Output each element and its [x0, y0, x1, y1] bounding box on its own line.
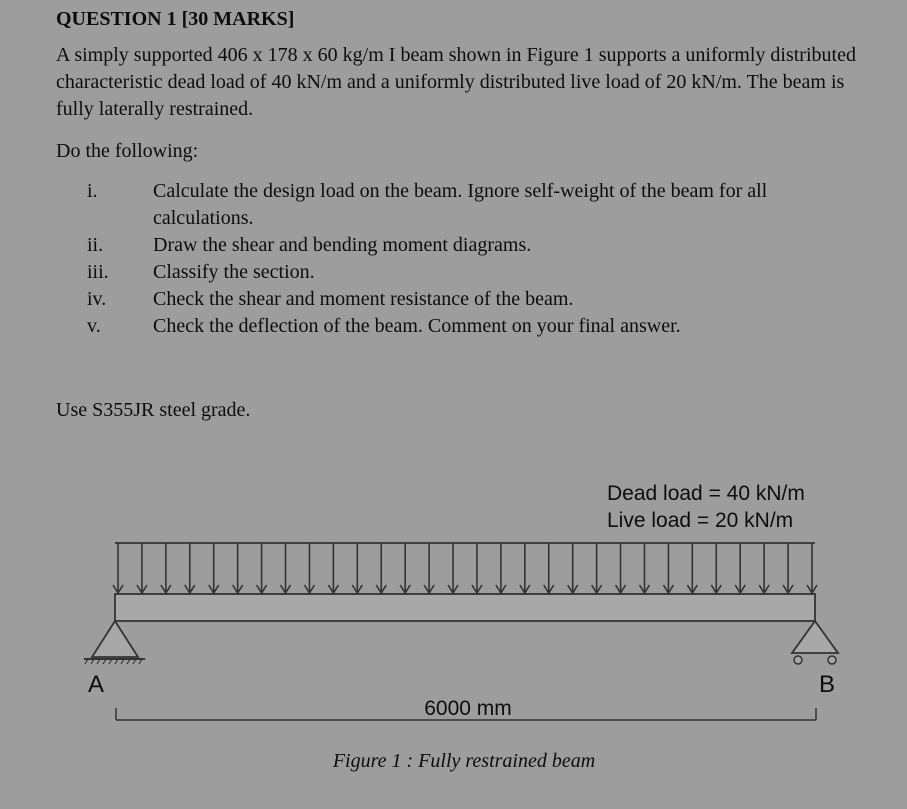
- load-arrow: [400, 543, 410, 593]
- load-arrow: [783, 543, 793, 593]
- beam: [115, 594, 815, 621]
- span-label: 6000 mm: [424, 697, 512, 720]
- task-item: [0, 232, 907, 259]
- task-text: Draw the shear and bending moment diagrams.: [153, 234, 532, 256]
- dead-load-label: Dead load = 40 kN/m: [607, 482, 805, 505]
- live-load-label: Live load = 20 kN/m: [607, 509, 794, 532]
- load-arrow: [328, 543, 338, 593]
- task-number: iv.: [87, 288, 107, 310]
- question-heading: QUESTION 1 [30 MARKS]: [56, 8, 295, 30]
- load-arrow: [711, 543, 721, 593]
- load-arrow: [687, 543, 697, 593]
- load-arrow: [233, 543, 243, 593]
- pin-support-a: [84, 621, 145, 664]
- task-number: ii.: [87, 234, 104, 256]
- support-b-label: B: [819, 671, 836, 698]
- load-arrow: [544, 543, 554, 593]
- load-arrow: [113, 543, 123, 593]
- load-arrow: [520, 543, 530, 593]
- task-text: Calculate the design load on the beam. Ignore self-weight of the beam for all calculations.: [153, 180, 768, 229]
- load-arrow: [185, 543, 195, 593]
- load-arrow: [616, 543, 626, 593]
- load-arrow: [304, 543, 314, 593]
- task-lead: Do the following:: [56, 140, 199, 162]
- figure-caption: Figure 1 : Fully restrained beam: [332, 750, 596, 772]
- load-arrow: [735, 543, 745, 593]
- load-arrow: [496, 543, 506, 593]
- load-arrow: [472, 543, 482, 593]
- task-number: v.: [87, 315, 101, 337]
- load-arrow: [424, 543, 434, 593]
- load-arrow: [352, 543, 362, 593]
- support-a-label: A: [88, 671, 105, 698]
- load-arrow: [448, 543, 458, 593]
- load-arrow: [759, 543, 769, 593]
- load-arrow: [807, 543, 817, 593]
- task-text: Classify the section.: [153, 261, 315, 283]
- load-arrow: [639, 543, 649, 593]
- load-arrow: [281, 543, 291, 593]
- load-arrow: [376, 543, 386, 593]
- steel-grade-note: Use S355JR steel grade.: [56, 399, 251, 421]
- task-text: Check the shear and moment resistance of the beam.: [153, 288, 574, 310]
- load-arrow: [209, 543, 219, 593]
- task-item: [0, 259, 907, 286]
- load-arrow: [161, 543, 171, 593]
- task-item: [0, 286, 907, 313]
- task-item: [0, 178, 907, 232]
- task-number: iii.: [87, 261, 109, 283]
- task-number: i.: [87, 180, 98, 202]
- load-arrow: [663, 543, 673, 593]
- load-arrow: [137, 543, 147, 593]
- task-text: Check the deflection of the beam. Comment on your final answer.: [153, 315, 681, 337]
- task-item: [0, 313, 907, 340]
- question-intro: A simply supported 406 x 178 x 60 kg/m I beam shown in Figure 1 supports a uniformly distributed characteristic dead load of 40 kN/m and a uniformly distributed live load of 20 kN/m. The beam is fully laterally restrained.: [56, 44, 856, 120]
- load-arrow: [257, 543, 267, 593]
- roller-support-b: [792, 621, 838, 664]
- load-arrow: [568, 543, 578, 593]
- load-arrow: [592, 543, 602, 593]
- udl-arrows: [113, 543, 817, 593]
